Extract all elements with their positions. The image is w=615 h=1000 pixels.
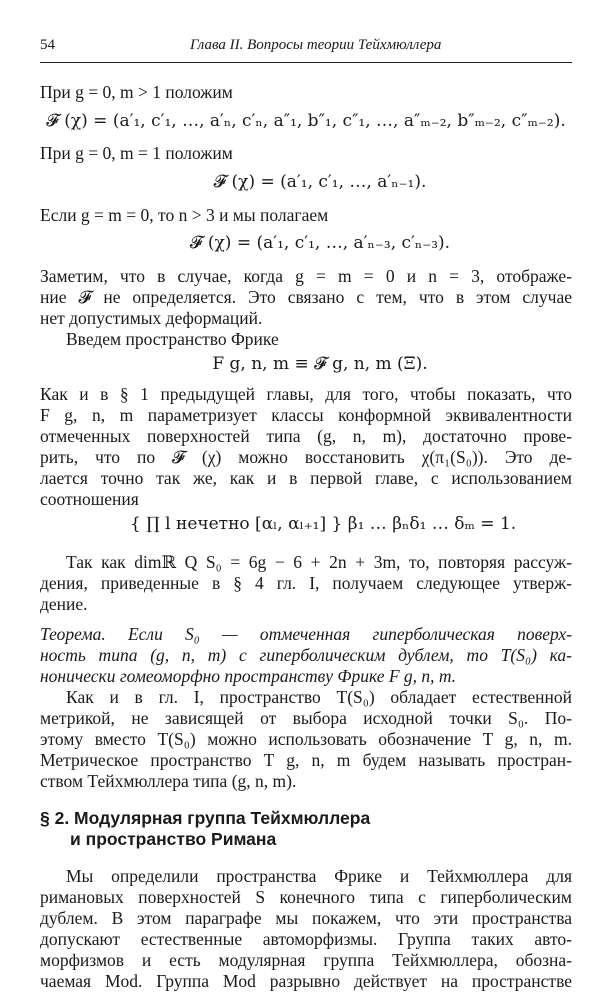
section-heading-cont: и пространство Римана: [70, 829, 277, 849]
section-heading: § 2. Модулярная группа Тейхмюллера: [40, 808, 371, 828]
text-line: нет допустимых деформаций.: [40, 308, 263, 328]
text-line: Если g = m = 0, то n > 3 и мы полагаем: [40, 205, 329, 225]
text-line: Метрическое пространство T g, n, m будем называть простран-: [40, 750, 572, 770]
formula-1: 𝓕 (χ) = (a′₁, c′₁, …, a′ₙ, c′ₙ, a″₁, b″₁, c″₁, …, a″ₘ₋₂, b″ₘ₋₂, c″ₘ₋₂).: [46, 111, 566, 131]
header-rule: [40, 62, 572, 63]
text-line: римановых поверхностей S конечного типа с гиперболическим: [40, 887, 572, 907]
text-line: Заметим, что в случае, когда g = m = 0 и n = 3, отображе-: [40, 266, 572, 286]
text-line: дение.: [40, 594, 88, 614]
text-line: ством Тейхмюллера типа (g, n, m).: [40, 771, 297, 791]
text-line: Мы определили пространства Фрике и Тейхмюллера для: [66, 866, 572, 886]
text-line: допускают естественные автоморфизмы. Группа таких авто-: [40, 929, 572, 949]
text-line: дублем. В этом параграфе мы покажем, что эти пространства: [40, 908, 572, 928]
text-line: соотношения: [40, 489, 139, 509]
formula-2: 𝓕 (χ) = (a′₁, c′₁, …, a′ₙ₋₁).: [213, 172, 427, 192]
formula-3: 𝓕 (χ) = (a′₁, c′₁, …, a′ₙ₋₃, c′ₙ₋₃).: [189, 233, 451, 253]
text-line: Как и в § 1 предыдущей главы, для того, чтобы показать, что: [40, 384, 572, 404]
text-line: дения, приведенные в § 4 гл. I, получаем следующее утверж-: [40, 573, 572, 593]
text-line: Так как dimℝ Q S₀ = 6g − 6 + 2n + 3m, то, повторяя рассуж-: [66, 552, 572, 572]
text-line: F g, n, m параметризует классы конформной эквивалентности: [40, 405, 572, 425]
page-number: 54: [40, 37, 55, 53]
text-line: морфизмов и есть модулярная группа Тейхмюллера, обозна-: [40, 950, 572, 970]
text-line: Введем пространство Фрике: [66, 329, 279, 349]
theorem-line: нонически гомеоморфно пространству Фрике F g, n, m.: [40, 666, 456, 686]
text-line: При g = 0, m > 1 положим: [40, 82, 233, 102]
text-line: лается точно так же, как и в первой главе, с использованием: [40, 468, 572, 488]
formula-5: { ∏ l нечетно [αₗ, αₗ₊₁] } β₁ … βₙδ₁ … δₘ = 1.: [130, 514, 517, 534]
running-title: Глава II. Вопросы теории Тейхмюллера: [190, 37, 442, 53]
text-line: рить, что по 𝓕 (χ) можно восстановить χ(π₁(S₀)). Это де-: [40, 447, 572, 467]
text-line: ние 𝓕 не определяется. Это связано с тем, что в этом случае: [40, 287, 572, 307]
text-line: Как и в гл. I, пространство T(S₀) обладает естественной: [66, 687, 572, 707]
text-line: При g = 0, m = 1 положим: [40, 143, 233, 163]
theorem-line: Теорема. Если S₀ — отмеченная гиперболическая поверх-: [40, 624, 572, 644]
theorem-line: ность типа (g, n, m) с гиперболическим дублем, то T(S₀) ка-: [40, 645, 572, 665]
text-line: чаемая Mod. Группа Mod разрывно действует на пространстве: [40, 971, 572, 991]
formula-4: F g, n, m ≡ 𝓕 g, n, m (Ξ).: [212, 354, 428, 374]
text-line: метрикой, не зависящей от выбора исходной точки S₀. По-: [40, 708, 572, 728]
text-line: этому вместо T(S₀) можно использовать обозначение T g, n, m.: [40, 729, 572, 749]
text-line: отмеченных поверхностей типа (g, n, m), достаточно прове-: [40, 426, 572, 446]
